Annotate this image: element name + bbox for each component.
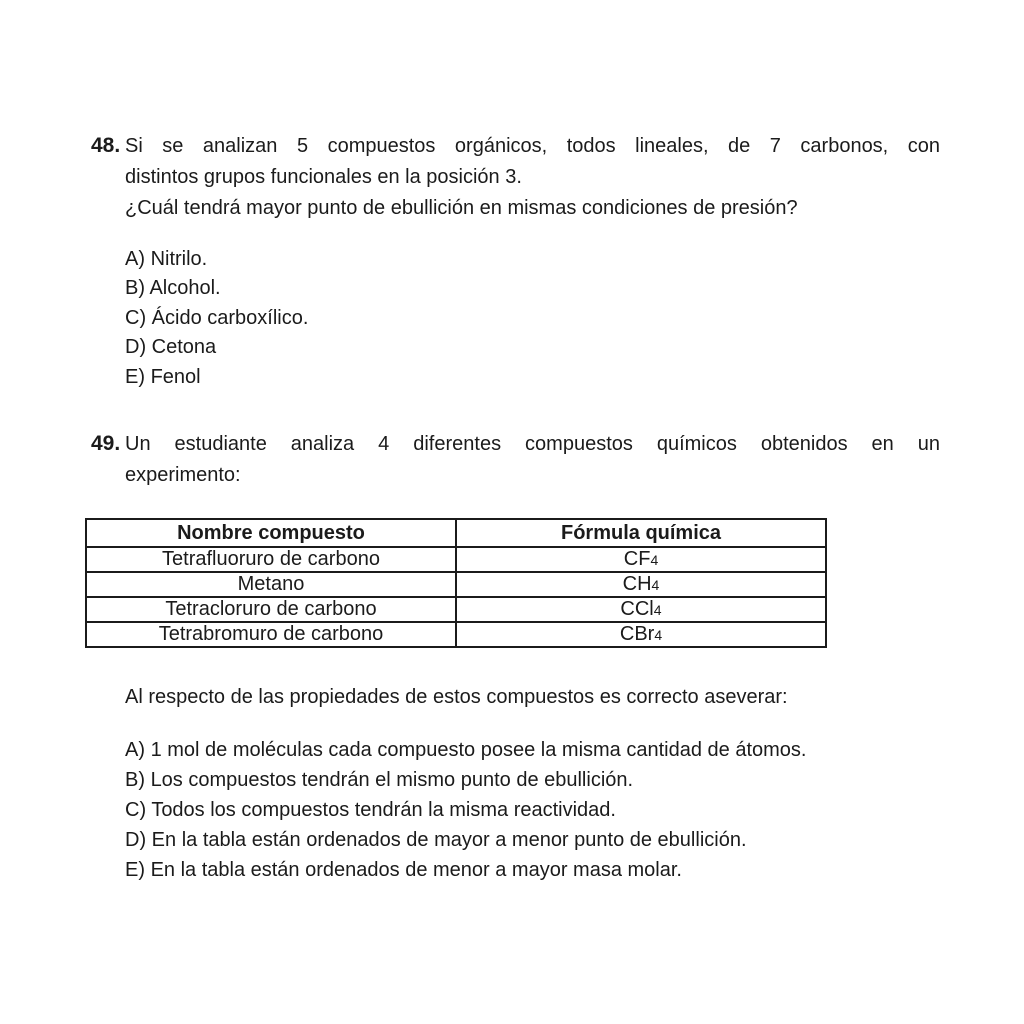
compound-name-cell: Tetrafluoruro de carbono: [86, 547, 456, 572]
compounds-table: [85, 518, 827, 648]
option-49-e: [125, 855, 806, 885]
option-text: Nitrilo.: [150, 248, 208, 270]
option-label: B): [125, 769, 145, 791]
option-48-d: [125, 333, 308, 362]
question-48-number: 48.: [91, 134, 121, 157]
option-label: E): [125, 365, 145, 388]
option-49-a: [125, 735, 806, 765]
formula-base: CH: [622, 573, 652, 595]
formula-cell: [456, 547, 826, 572]
formula-base: CF: [623, 548, 651, 570]
question-48-line-2: distintos grupos funcionales en la posición 3.: [125, 166, 522, 188]
question-49-text: [125, 429, 940, 491]
table-row: [86, 622, 826, 647]
question-49-options: [125, 735, 806, 885]
compound-name-cell: Tetrabromuro de carbono: [86, 622, 456, 647]
option-label: B): [125, 277, 145, 300]
formula-cell: [456, 622, 826, 647]
table-header-row: [86, 519, 826, 547]
col-header-chemical-formula: Fórmula química: [456, 519, 826, 547]
formula-subscript: 4: [653, 602, 662, 618]
formula-cell: [456, 572, 826, 597]
question-48-options: [125, 245, 308, 392]
option-label: E): [125, 859, 145, 881]
question-49-line-1: Un estudiante analiza 4 diferentes compuestos químicos obtenidos en un: [125, 433, 940, 455]
option-label: C): [125, 306, 147, 329]
option-49-d: [125, 825, 806, 855]
option-text: Cetona: [151, 336, 217, 359]
option-48-a: [125, 245, 308, 274]
col-header-compound-name: Nombre compuesto: [86, 519, 456, 547]
formula-cell: [456, 597, 826, 622]
option-label: A): [125, 739, 145, 761]
formula-subscript: 4: [650, 552, 659, 568]
option-text: Los compuestos tendrán el mismo punto de ebullición.: [150, 769, 634, 791]
option-text: 1 mol de moléculas cada compuesto posee la misma cantidad de átomos.: [150, 739, 807, 761]
option-text: Todos los compuestos tendrán la misma reactividad.: [151, 799, 616, 821]
option-48-c: [125, 304, 308, 333]
option-label: D): [125, 829, 147, 851]
question-48-text: [125, 131, 940, 224]
question-48-line-1: Si se analizan 5 compuestos orgánicos, todos lineales, de 7 carbonos, con: [125, 135, 940, 157]
formula-base: CCl: [620, 598, 654, 620]
option-text: Fenol: [150, 365, 201, 388]
question-48-line-3: ¿Cuál tendrá mayor punto de ebullición en mismas condiciones de presión?: [125, 197, 798, 219]
option-label: A): [125, 248, 145, 270]
formula-subscript: 4: [651, 577, 660, 593]
option-label: C): [125, 799, 147, 821]
option-text: En la tabla están ordenados de menor a mayor masa molar.: [150, 859, 682, 881]
formula-base: CBr: [619, 623, 655, 645]
table-row: [86, 597, 826, 622]
option-text: Ácido carboxílico.: [151, 306, 309, 329]
option-49-b: [125, 765, 806, 795]
compound-name-cell: Tetracloruro de carbono: [86, 597, 456, 622]
option-text: Alcohol.: [149, 277, 221, 300]
question-49-line-2: experimento:: [125, 464, 241, 486]
table-row: [86, 572, 826, 597]
compound-name-cell: Metano: [86, 572, 456, 597]
question-49-number: 49.: [91, 432, 121, 455]
option-49-c: [125, 795, 806, 825]
option-48-b: [125, 274, 308, 303]
table-row: [86, 547, 826, 572]
option-label: D): [125, 336, 147, 359]
formula-subscript: 4: [654, 627, 663, 643]
option-text: En la tabla están ordenados de mayor a menor punto de ebullición.: [151, 829, 747, 851]
question-49-statement: Al respecto de las propiedades de estos compuestos es correcto aseverar:: [125, 686, 788, 708]
option-48-e: [125, 363, 308, 392]
